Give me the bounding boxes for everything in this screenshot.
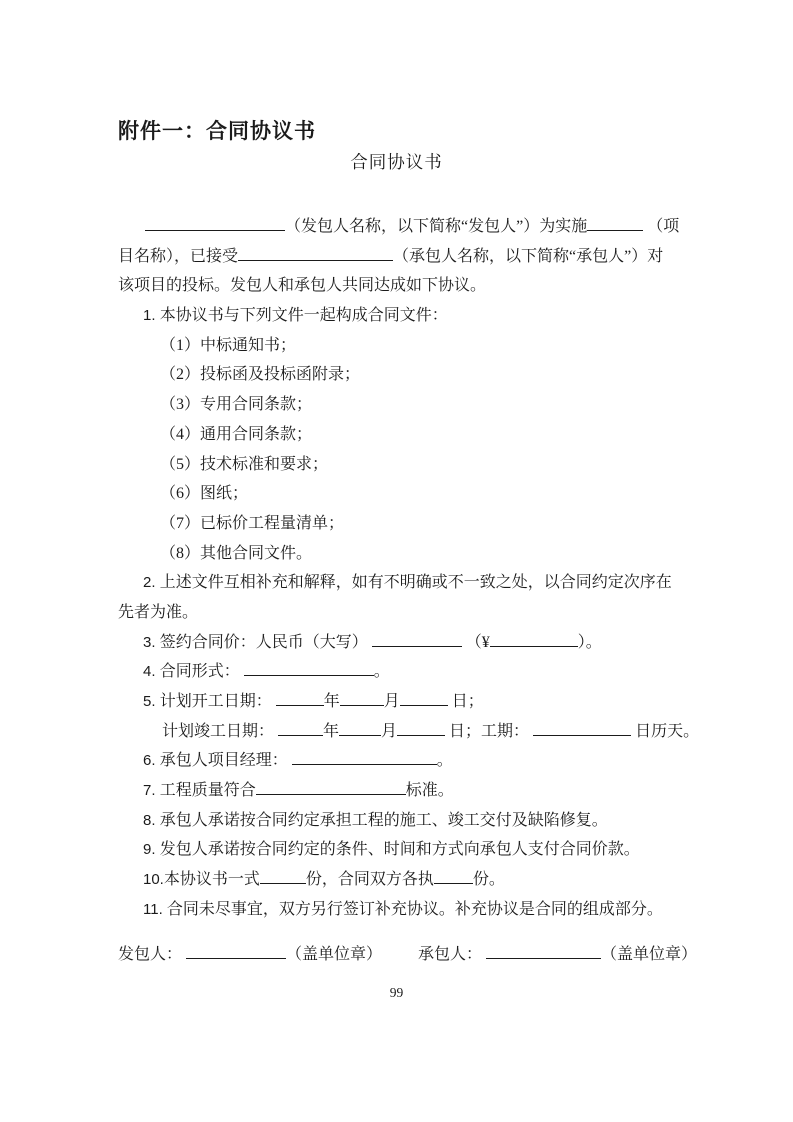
document-title: 合同协议书 (350, 152, 443, 172)
clause-1-item-5 (118, 450, 738, 480)
clause-4 (118, 657, 738, 687)
clause-1-item-1 (118, 331, 738, 361)
signature-section (118, 940, 738, 970)
text-run: 月 (383, 693, 400, 710)
text-run: 合同未尽事宜，双方另行签订补充协议。补充协议是合同的组成部分。 (166, 900, 663, 918)
clause-number: 5. (143, 693, 160, 710)
text-run: （1）中标通知书； (160, 336, 297, 354)
fill-in-blank (490, 629, 578, 647)
fill-in-blank (340, 688, 384, 706)
fill-in-blank (400, 688, 448, 706)
fill-in-blank (186, 941, 286, 959)
clause-number: 4. (143, 663, 160, 681)
clause-number: 10. (143, 871, 164, 889)
spacer (382, 958, 418, 959)
text-run: （7）已标价工程量清单； (160, 514, 345, 532)
text-run: 上述文件互相补充和解释，如有不明确或不一致之处，以合同约定次序在 (159, 574, 672, 592)
text-run: 月 (381, 722, 398, 740)
attachment-heading: 附件一：合同协议书 (118, 120, 316, 143)
signature-line (118, 940, 738, 970)
text-run: 合同形式： (159, 663, 244, 681)
text-run: 年 (323, 722, 340, 740)
text-run: 日；工期： (445, 722, 534, 740)
text-run: 份，合同双方各执 (305, 871, 434, 889)
clause-1-item-3 (118, 390, 738, 420)
text-run: 。 (373, 663, 390, 681)
text-run: 标准。 (405, 782, 454, 800)
text-run: 本协议书一式 (163, 871, 260, 889)
intro-line-3 (118, 271, 738, 301)
text-run: 签约合同价：人民币（大写） (159, 633, 372, 651)
contract-body (118, 212, 738, 925)
fill-in-blank (256, 777, 406, 795)
fill-in-blank (533, 718, 631, 736)
clause-number: 1. (143, 307, 160, 325)
clause-number: 11. (143, 900, 167, 918)
text-run: （6）图纸； (160, 485, 249, 503)
intro-line-2 (118, 242, 738, 272)
clause-number: 3. (143, 633, 160, 651)
fill-in-blank (145, 213, 285, 231)
clause-1-item-6 (118, 479, 738, 509)
clause-number: 8. (143, 811, 160, 829)
clause-5-line-2 (118, 717, 738, 747)
page-number: 99 (389, 985, 404, 1000)
fill-in-blank (486, 941, 601, 959)
clause-1 (118, 301, 738, 331)
text-run: （¥ (461, 633, 490, 651)
text-run: 发包人承诺按合同约定的条件、时间和方式向承包人支付合同价款。 (159, 841, 640, 859)
text-run: 日； (447, 693, 484, 710)
clause-number: 2. (143, 574, 160, 592)
text-run: 日历天。 (631, 722, 700, 740)
clause-9 (118, 835, 738, 865)
text-run: 计划开工日期： (159, 693, 276, 710)
text-run: 目名称），已接受 (118, 247, 239, 265)
text-run: （项 (643, 218, 680, 235)
fill-in-blank (238, 243, 393, 261)
clause-3 (118, 628, 738, 658)
text-run: 计划竣工日期： (162, 722, 279, 740)
fill-in-blank (276, 688, 324, 706)
text-run: （发包人名称，以下简称“发包人”）为实施 (285, 218, 588, 235)
text-run: 工程质量符合 (159, 782, 256, 800)
clause-1-item-2 (118, 360, 738, 390)
clause-11 (118, 895, 738, 925)
text-run: 承包人承诺按合同约定承担工程的施工、竣工交付及缺陷修复。 (159, 811, 608, 829)
fill-in-blank (292, 748, 437, 766)
clause-2-line-2 (118, 598, 738, 628)
fill-in-blank (434, 866, 473, 884)
text-run: 本协议书与下列文件一起构成合同文件： (159, 307, 448, 325)
fill-in-blank (587, 213, 643, 231)
clause-1-item-8 (118, 539, 738, 569)
text-run: （4）通用合同条款； (160, 425, 313, 443)
text-run: 承包人项目经理： (159, 752, 292, 770)
text-run: （盖单位章） (286, 946, 383, 963)
clause-number: 6. (143, 752, 160, 770)
clause-2-line-1 (118, 568, 738, 598)
text-run: 份。 (472, 871, 505, 889)
fill-in-blank (260, 866, 306, 884)
text-run: （3）专用合同条款； (160, 396, 313, 414)
clause-7 (118, 776, 738, 806)
text-run: （承包人名称，以下简称“承包人”）对 (393, 247, 664, 265)
fill-in-blank (397, 718, 445, 736)
text-run: 。 (436, 752, 453, 770)
clause-number: 9. (143, 841, 160, 859)
clause-1-item-4 (118, 420, 738, 450)
text-run: 发包人： (118, 946, 187, 963)
clause-number: 7. (143, 782, 160, 800)
text-run: （盖单位章） (601, 946, 698, 963)
clause-6 (118, 746, 738, 776)
text-run: 先者为准。 (118, 603, 199, 621)
clause-5-line-1 (118, 687, 738, 717)
text-run: 该项目的投标。发包人和承包人共同达成如下协议。 (118, 277, 487, 295)
text-run: 承包人： (418, 946, 487, 963)
clause-10 (118, 865, 738, 895)
text-run: 年 (323, 693, 340, 710)
clause-1-item-7 (118, 509, 738, 539)
text-run: ）。 (577, 633, 602, 651)
fill-in-blank (244, 659, 374, 677)
text-run: （5）技术标准和要求； (160, 455, 329, 473)
fill-in-blank (372, 629, 462, 647)
fill-in-blank (278, 718, 323, 736)
intro-line-1 (118, 212, 738, 242)
clause-8 (118, 806, 738, 836)
text-run: （2）投标函及投标函附录； (160, 366, 361, 384)
text-run: （8）其他合同文件。 (160, 544, 313, 562)
fill-in-blank (339, 718, 381, 736)
